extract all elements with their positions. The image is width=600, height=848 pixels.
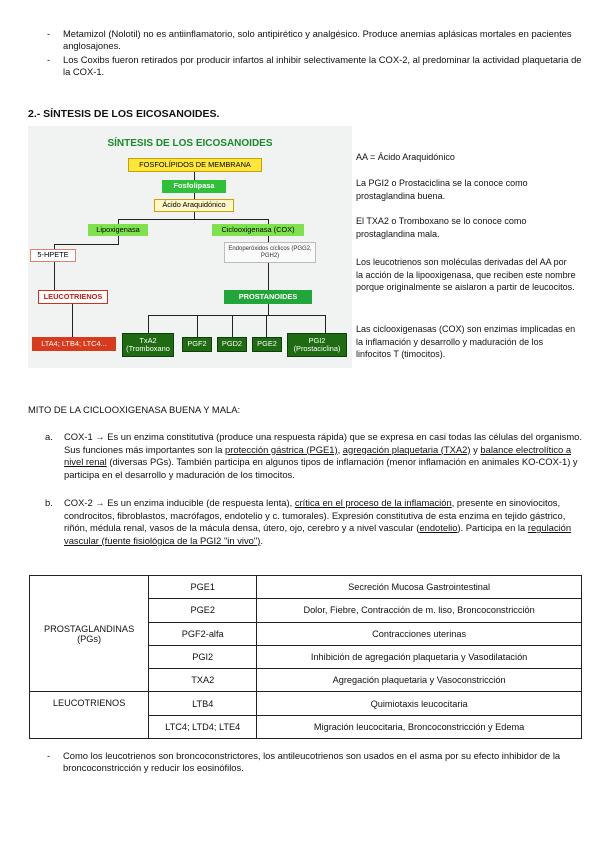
effect-cell: Secreción Mucosa Gastrointestinal xyxy=(257,576,582,599)
lipoxigenasa-box: Lipoxigenasa xyxy=(88,224,148,236)
prostanoides-box: PROSTANOIDES xyxy=(224,290,312,304)
mito-title: MITO DE LA CICLOOXIGENASA BUENA Y MALA: xyxy=(28,404,241,415)
mol-cell: LTB4 xyxy=(149,692,257,715)
pgd2-box: PGD2 xyxy=(217,337,247,352)
pgi2-box: PGI2 (Prostaciclina) xyxy=(287,333,347,357)
cox2-paragraph: COX-2 → Es un enzima inducible (de respuesta lenta), crítica en el proceso de la inflamación, presente en sinoviocitos, condrocitos, fibroblastos, macrófagos, endotelio y c. tumorales). Expresión constitutiva de esta enzima en tejido gástrico, riñón, médula renal, vasos de la mácula densa, útero, ojo, cerebro y a nivel vascular (endotelio). Participa en la regulación vascular (fuente fisiológica de la PGI2 "in vivo"). xyxy=(64,497,572,546)
fosfolipasa-box: Fosfolipasa xyxy=(162,180,226,193)
table-row xyxy=(30,692,582,715)
cox1-marker: a. xyxy=(45,431,53,442)
group-cell-prostaglandinas: PROSTAGLANDINAS (PGs) xyxy=(30,576,149,692)
note-leucotrienos: Los leucotrienos son moléculas derivadas del AA por la acción de la lipooxigenasa, que reciben este nombre porque originalmente se aislaron a partir de leucocitos. xyxy=(356,257,576,293)
endoperoxidos-box: Endoperóxidos cíclicos (PGG2, PGH2) xyxy=(224,242,316,263)
txa2-box: TxA2 (Tromboxano xyxy=(122,333,174,357)
note-txa2: El TXA2 o Tromboxano se lo conoce como prostaglandina mala. xyxy=(356,216,527,239)
mol-cell: PGF2-alfa xyxy=(149,622,257,645)
final-bullet: - Como los leucotrienos son broncoconstrictores, los antileucotrienos son usados en el asma por su efecto inhibidor de la broncoconstricción y reducir los eosinófilos. xyxy=(47,750,561,773)
pge2-box: PGE2 xyxy=(252,337,282,352)
mol-cell: LTC4; LTD4; LTE4 xyxy=(149,715,257,738)
effect-cell: Migración leucocitaria, Broncoconstricción y Edema xyxy=(257,715,582,738)
mol-cell: PGI2 xyxy=(149,645,257,668)
leucotrienos-box: LEUCOTRIENOS xyxy=(38,290,108,304)
table-row xyxy=(30,576,582,599)
note-aa: AA = Ácido Araquidónico xyxy=(356,152,455,162)
eicosanoid-effects-table xyxy=(29,575,582,739)
effect-cell: Agregación plaquetaria y Vasoconstricción xyxy=(257,669,582,692)
intro-bullet-2: - Los Coxibs fueron retirados por producir infartos al inhibir selectivamente la COX-2, al predominar la actividad plaquetaria de la COX-1. xyxy=(47,54,582,77)
eicosanoid-synthesis-diagram xyxy=(28,126,352,368)
mol-cell: PGE2 xyxy=(149,599,257,622)
mol-cell: TXA2 xyxy=(149,669,257,692)
mol-cell: PGE1 xyxy=(149,576,257,599)
effect-cell: Inhibición de agregación plaquetaria y Vasodilatación xyxy=(257,645,582,668)
note-cox: Las ciclooxigenasas (COX) son enzimas implicadas en la inflamación y desarrollo y maduración de los linfocitos T (timocitos). xyxy=(356,324,576,360)
lta4-box: LTA4; LTB4; LTC4... xyxy=(32,337,116,351)
cox-box: Ciclooxigenasa (COX) xyxy=(212,224,304,236)
diagram-title: SÍNTESIS DE LOS EICOSANOIDES xyxy=(107,138,273,149)
note-pgi2: La PGI2 o Prostaciclina se la conoce como prostaglandina buena. xyxy=(356,178,528,201)
cox1-paragraph: COX-1 → Es un enzima constitutiva (produce una respuesta rápida) que se expresa en casi todas las células del organismo. Sus funciones más importantes son la protección gástrica (PGE1), agregación plaquetaria (TXA2) y balance electrolítico a nivel renal (diversas PGs). También participa en algunos tipos de inflamación (menor inflamación en animales KO-COX-1) y participa en el desarrollo y maduración de los timocitos. xyxy=(64,431,582,480)
group-cell-leucotrienos: LEUCOTRIENOS xyxy=(30,692,149,739)
intro-bullet-1: - Metamizol (Nolotil) no es antiinflamatorio, solo antipirético y analgésico. Produce anemias aplásicas mortales en pacientes anglosajones. xyxy=(47,28,572,51)
aa-box: Ácido Araquidónico xyxy=(154,199,234,212)
fosfolipidos-box: FOSFOLÍPIDOS DE MEMBRANA xyxy=(128,158,262,172)
pgf2-box: PGF2 xyxy=(182,337,212,352)
hpete-box: 5-HPETE xyxy=(30,249,76,262)
effect-cell: Contracciones uterinas xyxy=(257,622,582,645)
effect-cell: Dolor, Fiebre, Contracción de m. liso, Broncoconstricción xyxy=(257,599,582,622)
section-title: 2.- SÍNTESIS DE LOS EICOSANOIDES. xyxy=(28,108,220,120)
cox2-marker: b. xyxy=(45,497,53,508)
effect-cell: Quimiotaxis leucocitaria xyxy=(257,692,582,715)
